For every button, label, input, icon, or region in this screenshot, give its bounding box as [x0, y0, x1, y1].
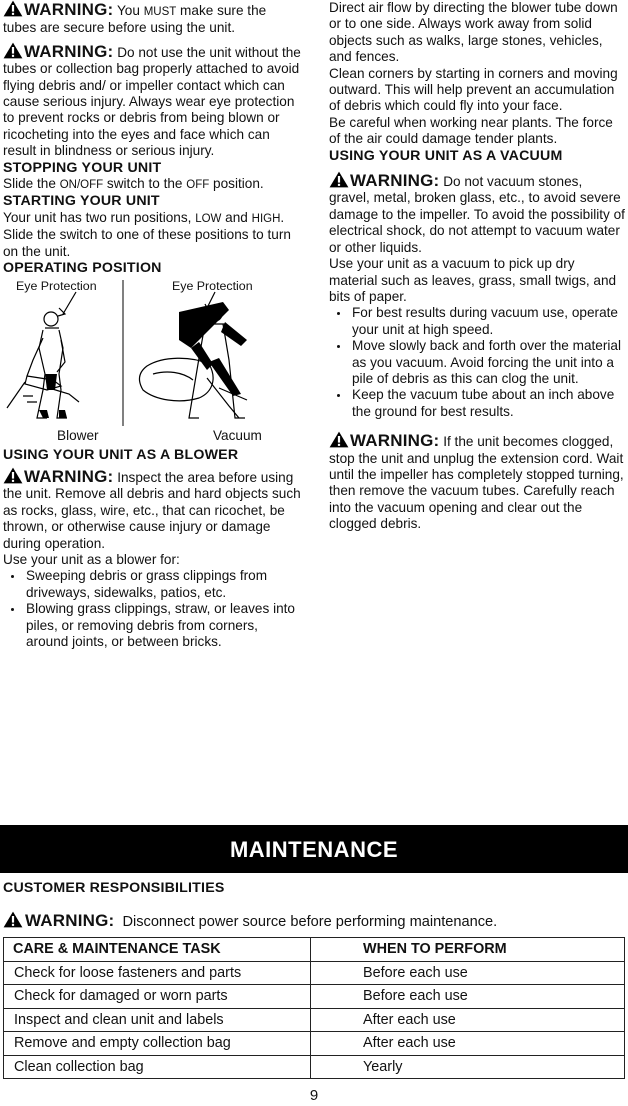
stopping-heading: STOPPING YOUR UNIT	[3, 159, 162, 176]
list-item: • For best results during vacuum use, operate your unit at high speed.	[350, 305, 625, 338]
stopping-text	[3, 176, 301, 193]
vacuum-caption: Vacuum	[213, 427, 262, 443]
warning-triangle-icon	[3, 0, 23, 17]
table-cell-when: Before each use	[311, 961, 625, 985]
maintenance-table	[3, 937, 625, 1079]
table-row	[4, 1055, 625, 1079]
vacuum-intro: Use your unit as a vacuum to pick up dry material such as leaves, grass, small twigs, and bits of paper.	[329, 256, 617, 304]
warning-triangle-icon	[329, 431, 349, 448]
operating-heading: OPERATING POSITION	[3, 260, 162, 277]
warning-tubes-secure	[3, 0, 301, 37]
table-cell-task: Check for loose fasteners and parts	[4, 961, 311, 985]
warning-text: You	[113, 3, 144, 18]
warning-label: WARNING:	[25, 911, 115, 930]
right-column	[329, 0, 625, 533]
warning-label: WARNING:	[350, 431, 440, 451]
warning-text: If the unit becomes clogged, stop the unit and unplug the extension cord. Wait until the impeller has completely stopped turning, then remove the vacuum tubes. Carefully reach into the vacuum opening and clear out the clogged debris.	[329, 434, 624, 532]
warning-triangle-icon	[3, 42, 23, 59]
eye-protection-label-blower: Eye Protection	[16, 278, 97, 293]
warning-tubes-attached	[3, 42, 301, 160]
warning-blower	[3, 467, 301, 552]
maintenance-banner: MAINTENANCE	[0, 825, 628, 873]
text: position.	[209, 176, 264, 192]
table-cell-task: Clean collection bag	[4, 1055, 311, 1079]
warning-triangle-icon	[3, 467, 23, 484]
warning-triangle-icon	[329, 171, 349, 188]
must-text: MUST	[143, 6, 177, 18]
warning-text: make sure the tubes are secure before using the unit.	[3, 3, 267, 36]
left-column	[3, 0, 301, 650]
list-item: • Sweeping debris or grass clippings from driveways, sidewalks, patios, etc.	[24, 568, 301, 601]
off-label: OFF	[186, 179, 210, 192]
starting-text	[3, 210, 301, 260]
starting-heading: STARTING YOUR UNIT	[3, 193, 160, 210]
plants-paragraph: Be careful when working near plants. The force of the air could damage tender plants.	[329, 114, 613, 147]
operating-position-figure	[3, 278, 301, 445]
warning-clogged	[329, 431, 625, 532]
table-header-when: WHEN TO PERFORM	[311, 938, 625, 962]
eye-protection-label-vacuum: Eye Protection	[172, 278, 253, 293]
blower-bullet-list	[3, 568, 301, 650]
table-header-task: CARE & MAINTENANCE TASK	[4, 938, 311, 962]
list-item: • Blowing grass clippings, straw, or leaves into piles, or removing debris from corners, around joints, or between bricks.	[24, 601, 301, 650]
page-number: 9	[309, 1087, 319, 1104]
table-cell-task: Inspect and clean unit and labels	[4, 1008, 311, 1032]
text: and	[221, 209, 252, 225]
blower-caption: Blower	[57, 427, 99, 443]
table-row	[4, 1032, 625, 1056]
table-row	[4, 1008, 625, 1032]
vacuum-bullet-list	[329, 305, 625, 420]
maintenance-warning	[3, 911, 497, 931]
operating-illustration	[3, 278, 301, 445]
table-cell-task: Check for damaged or worn parts	[4, 985, 311, 1009]
blower-heading: USING YOUR UNIT AS A BLOWER	[3, 446, 239, 463]
table-row	[4, 985, 625, 1009]
warning-label: WARNING:	[24, 41, 114, 61]
vacuum-heading: USING YOUR UNIT AS A VACUUM	[329, 147, 563, 164]
onoff-label: ON/OFF	[59, 179, 104, 192]
table-row	[4, 961, 625, 985]
warning-label: WARNING:	[24, 466, 114, 486]
customer-responsibilities-heading: CUSTOMER RESPONSIBILITIES	[3, 880, 225, 896]
table-cell-when: Before each use	[311, 985, 625, 1009]
text: Slide the	[3, 176, 60, 192]
warning-label: WARNING:	[24, 0, 114, 19]
airflow-paragraph: Direct air flow by directing the blower tube down or to one side. Always work away from solid objects such as walks, large stones, vehicles, and fences.	[329, 0, 618, 65]
table-cell-when: Yearly	[311, 1055, 625, 1079]
text: Your unit has two run positions,	[3, 209, 196, 225]
list-item: • Keep the vacuum tube about an inch above the ground for best results.	[350, 387, 625, 420]
table-cell-task: Remove and empty collection bag	[4, 1032, 311, 1056]
warning-label: WARNING:	[350, 171, 440, 191]
warning-triangle-icon	[3, 911, 23, 928]
corners-paragraph: Clean corners by starting in corners and moving outward. This will help prevent an accumulation of debris which could fly into your face.	[329, 65, 618, 114]
low-label: LOW	[195, 212, 222, 225]
table-header-row	[4, 938, 625, 962]
list-item: • Move slowly back and forth over the material as you vacuum. Avoid forcing the unit into a pile of debris as this can clog the unit.	[350, 338, 625, 387]
warning-text: Do not use the unit without the tubes or collection bag properly attached to avoid flying debris and/ or impeller contact which can cause serious injury. Always wear eye protection to prevent rocks or debris from being blown or ricocheting into the eyes and face which can result in blindness or serious injury.	[3, 44, 301, 159]
warning-text: Do not vacuum stones, gravel, metal, broken glass, etc., to avoid severe damage to the impeller. To avoid the possibility of electrical shock, do not attempt to vacuum water or other liquids.	[329, 174, 625, 255]
table-cell-when: After each use	[311, 1032, 625, 1056]
text: . Slide the switch to one of these positions to turn on the unit.	[3, 209, 291, 259]
warning-vacuum	[329, 171, 625, 256]
warning-text: Inspect the area before using the unit. Remove all debris and hard objects such as rocks, glass, wire, etc., that can ricochet, be thrown, or otherwise cause injury or damage during operation.	[3, 469, 301, 551]
text: switch to the	[103, 176, 187, 192]
high-label: HIGH	[251, 212, 281, 225]
blower-intro: Use your unit as a blower for:	[3, 551, 180, 567]
table-cell-when: After each use	[311, 1008, 625, 1032]
warning-text: Disconnect power source before performing maintenance.	[122, 914, 498, 930]
